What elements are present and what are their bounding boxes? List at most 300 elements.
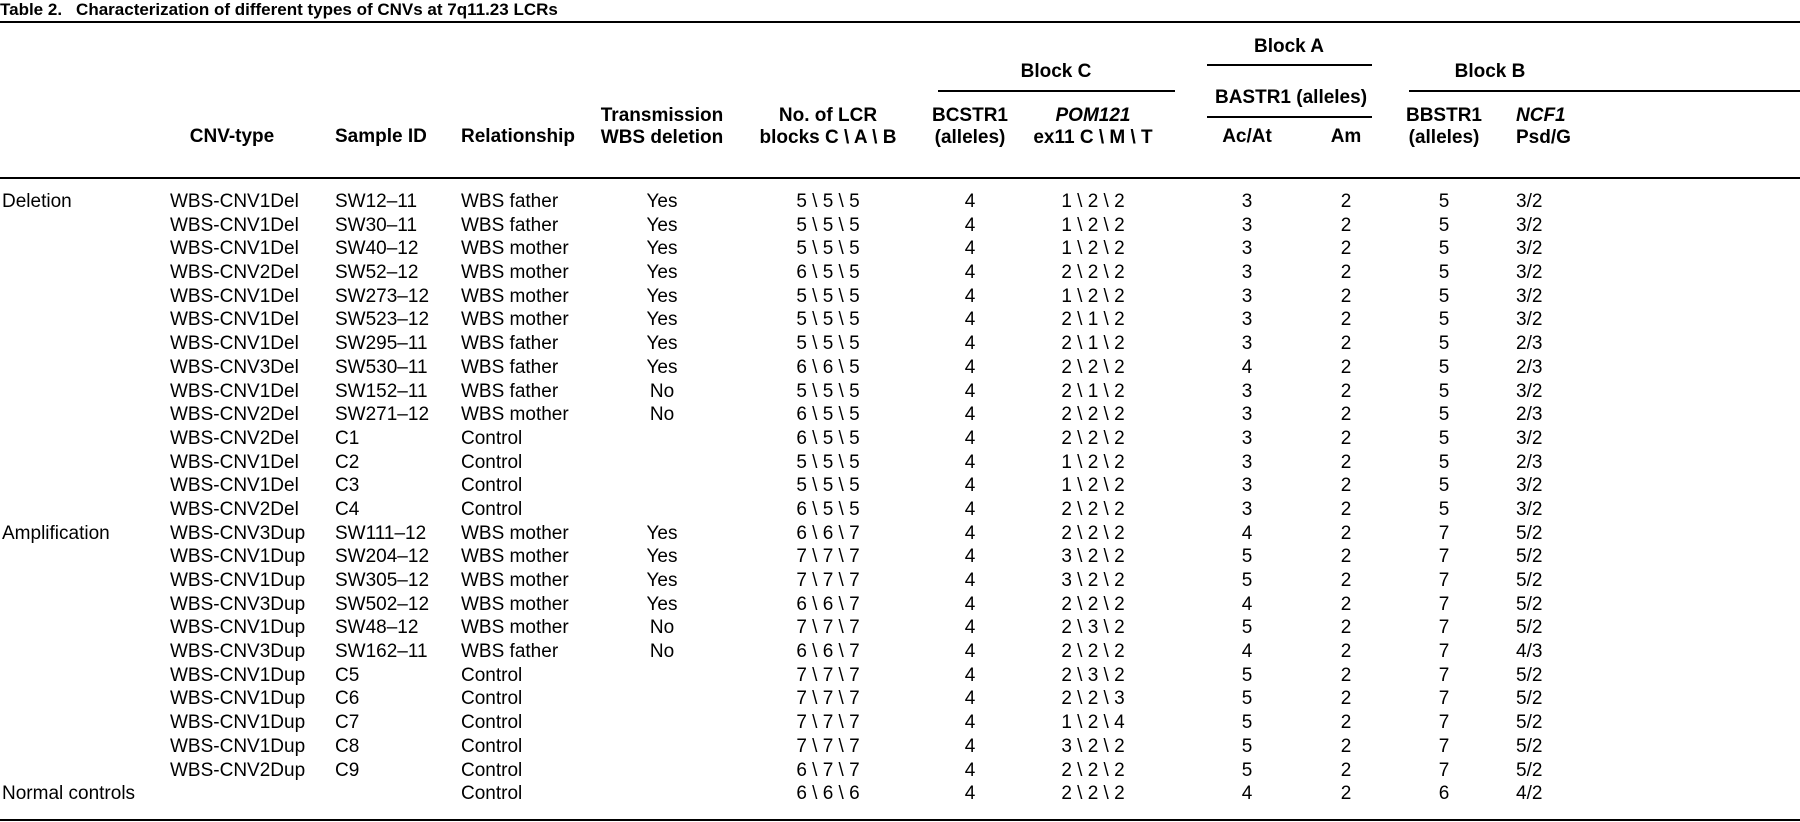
- lcr-blocks-cell: 6 \ 6 \ 6: [796, 783, 860, 805]
- group-header-block-b: Block B: [1454, 61, 1526, 82]
- relationship-cell: Control: [461, 498, 523, 520]
- bbstr1-cell: 5: [1438, 262, 1450, 284]
- bcstr1-cell: 4: [964, 641, 976, 663]
- lcr-blocks-cell: 6 \ 5 \ 5: [796, 427, 860, 449]
- acat-cell: 3: [1241, 404, 1253, 426]
- pom121-cell: 2 \ 2 \ 2: [1061, 593, 1125, 615]
- cnv-type-cell: WBS-CNV1Dup: [170, 688, 306, 710]
- pom121-cell: 2 \ 1 \ 2: [1061, 333, 1125, 355]
- acat-cell: 5: [1241, 617, 1253, 639]
- cnv-type-cell: WBS-CNV1Dup: [170, 664, 306, 686]
- bcstr1-cell: 4: [964, 688, 976, 710]
- relationship-cell: Control: [461, 712, 523, 734]
- relationship-cell: WBS father: [461, 380, 559, 402]
- lcr-blocks-cell: 5 \ 5 \ 5: [796, 333, 860, 355]
- cnv-type-cell: WBS-CNV2Del: [170, 262, 299, 284]
- bcstr1-cell: 4: [964, 262, 976, 284]
- table-row: [0, 214, 1800, 238]
- lcr-blocks-cell: 7 \ 7 \ 7: [796, 735, 860, 757]
- table-row: [0, 356, 1800, 380]
- acat-cell: 3: [1241, 427, 1253, 449]
- bbstr1-cell: 5: [1438, 451, 1450, 473]
- sample-id-cell: SW295–11: [335, 333, 428, 355]
- col-header-bbstr1-line2: (alleles): [1408, 127, 1480, 148]
- ncf1-cell: 3/2: [1516, 262, 1543, 284]
- acat-cell: 3: [1241, 498, 1253, 520]
- relationship-cell: WBS father: [461, 333, 559, 355]
- table-row: [0, 593, 1800, 617]
- transmission-cell: No: [649, 641, 675, 663]
- cnv-type-cell: WBS-CNV2Dup: [170, 759, 306, 781]
- am-cell: 2: [1340, 735, 1352, 757]
- am-cell: 2: [1340, 712, 1352, 734]
- transmission-cell: Yes: [646, 262, 678, 284]
- table-row: [0, 285, 1800, 309]
- relationship-cell: WBS mother: [461, 546, 569, 568]
- am-cell: 2: [1340, 380, 1352, 402]
- relationship-cell: WBS father: [461, 356, 559, 378]
- bbstr1-cell: 5: [1438, 427, 1450, 449]
- pom121-cell: 2 \ 2 \ 2: [1061, 262, 1125, 284]
- col-header-bbstr1-line1: BBSTR1: [1405, 105, 1483, 126]
- cnv-type-cell: WBS-CNV1Del: [170, 285, 299, 307]
- col-header-acat: Ac/At: [1222, 126, 1272, 147]
- pom121-cell: 2 \ 2 \ 2: [1061, 498, 1125, 520]
- bbstr1-cell: 5: [1438, 191, 1450, 212]
- ncf1-cell: 5/2: [1516, 617, 1543, 639]
- sample-id-cell: SW12–11: [335, 191, 418, 212]
- relationship-cell: WBS father: [461, 214, 559, 236]
- acat-cell: 3: [1241, 214, 1253, 236]
- col-header-transmission: [601, 105, 724, 149]
- category-cell: Amplification: [2, 522, 110, 544]
- pom121-cell: 2 \ 3 \ 2: [1061, 617, 1125, 639]
- bcstr1-cell: 4: [964, 617, 976, 639]
- am-cell: 2: [1340, 451, 1352, 473]
- col-header-ncf1-line1: NCF1: [1516, 105, 1566, 126]
- cnv-type-cell: WBS-CNV2Del: [170, 498, 299, 520]
- ncf1-cell: 5/2: [1516, 570, 1543, 591]
- acat-cell: 5: [1241, 759, 1253, 781]
- am-cell: 2: [1340, 498, 1352, 520]
- relationship-cell: WBS mother: [461, 570, 569, 591]
- am-cell: 2: [1340, 783, 1352, 805]
- lcr-blocks-cell: 5 \ 5 \ 5: [796, 285, 860, 307]
- acat-cell: 3: [1241, 451, 1253, 473]
- lcr-blocks-cell: 5 \ 5 \ 5: [796, 309, 860, 331]
- relationship-cell: WBS mother: [461, 262, 569, 284]
- ncf1-cell: 3/2: [1516, 238, 1543, 260]
- cnv-type-cell: WBS-CNV1Dup: [170, 617, 306, 639]
- lcr-blocks-cell: 5 \ 5 \ 5: [796, 238, 860, 260]
- bottom-rule: [0, 819, 1800, 821]
- ncf1-cell: 4/3: [1516, 641, 1543, 663]
- col-header-transmission-line1: Transmission: [600, 105, 724, 126]
- group-header-block-c: Block C: [1020, 61, 1092, 82]
- ncf1-cell: 3/2: [1516, 285, 1543, 307]
- pom121-cell: 2 \ 1 \ 2: [1061, 309, 1125, 331]
- ncf1-cell: 5/2: [1516, 664, 1543, 686]
- am-cell: 2: [1340, 404, 1352, 426]
- acat-cell: 4: [1241, 356, 1253, 378]
- ncf1-cell: 2/3: [1516, 356, 1543, 378]
- sample-id-cell: C2: [335, 451, 360, 473]
- block-a-underline: [1207, 64, 1372, 66]
- pom121-cell: 1 \ 2 \ 2: [1061, 475, 1125, 497]
- bbstr1-cell: 5: [1438, 333, 1450, 355]
- table-row: [0, 640, 1800, 664]
- bbstr1-cell: 7: [1438, 617, 1450, 639]
- ncf1-cell: 5/2: [1516, 522, 1543, 544]
- cnv-type-cell: WBS-CNV1Dup: [170, 546, 306, 568]
- ncf1-cell: 5/2: [1516, 593, 1543, 615]
- acat-cell: 4: [1241, 593, 1253, 615]
- pom121-cell: 1 \ 2 \ 2: [1061, 191, 1125, 212]
- transmission-cell: Yes: [646, 356, 678, 378]
- transmission-cell: Yes: [646, 285, 678, 307]
- acat-cell: 5: [1241, 664, 1253, 686]
- acat-cell: 3: [1241, 285, 1253, 307]
- table-row: [0, 427, 1800, 451]
- lcr-blocks-cell: 6 \ 6 \ 7: [796, 522, 860, 544]
- lcr-blocks-cell: 7 \ 7 \ 7: [796, 664, 860, 686]
- bbstr1-cell: 7: [1438, 522, 1450, 544]
- col-header-lcr-blocks: [760, 105, 897, 149]
- relationship-cell: WBS mother: [461, 238, 569, 260]
- acat-cell: 5: [1241, 546, 1253, 568]
- bbstr1-cell: 6: [1438, 783, 1450, 805]
- ncf1-cell: 2/3: [1516, 451, 1543, 473]
- pom121-cell: 2 \ 2 \ 2: [1061, 427, 1125, 449]
- lcr-blocks-cell: 6 \ 7 \ 7: [796, 759, 860, 781]
- col-header-cnv-type: CNV-type: [189, 126, 275, 147]
- table-label: Table 2.: [0, 0, 63, 19]
- block-c-underline: [938, 90, 1175, 92]
- ncf1-cell: 2/3: [1516, 333, 1543, 355]
- cnv-type-cell: WBS-CNV1Dup: [170, 735, 306, 757]
- cnv-type-cell: WBS-CNV3Dup: [170, 641, 306, 663]
- relationship-cell: WBS mother: [461, 309, 569, 331]
- transmission-cell: Yes: [646, 593, 678, 615]
- lcr-blocks-cell: 7 \ 7 \ 7: [796, 688, 860, 710]
- bcstr1-cell: 4: [964, 451, 976, 473]
- sample-id-cell: SW271–12: [335, 404, 430, 426]
- table-row: [0, 616, 1800, 640]
- am-cell: 2: [1340, 191, 1352, 212]
- bbstr1-cell: 5: [1438, 356, 1450, 378]
- table-row: [0, 474, 1800, 498]
- bcstr1-cell: 4: [964, 427, 976, 449]
- acat-cell: 5: [1241, 570, 1253, 591]
- pom121-cell: 2 \ 2 \ 2: [1061, 522, 1125, 544]
- relationship-cell: WBS father: [461, 641, 559, 663]
- sample-id-cell: C8: [335, 735, 360, 757]
- relationship-cell: Control: [461, 451, 523, 473]
- col-header-sample-id: Sample ID: [335, 126, 427, 147]
- ncf1-cell: 3/2: [1516, 498, 1543, 520]
- sample-id-cell: SW162–11: [335, 641, 428, 663]
- col-header-lcr-line1: No. of LCR: [778, 105, 878, 126]
- table-row: [0, 759, 1800, 783]
- bcstr1-cell: 4: [964, 546, 976, 568]
- transmission-cell: No: [649, 404, 675, 426]
- cnv-type-cell: WBS-CNV1Del: [170, 380, 299, 402]
- bcstr1-cell: 4: [964, 404, 976, 426]
- relationship-cell: Control: [461, 427, 523, 449]
- relationship-cell: WBS mother: [461, 522, 569, 544]
- cnv-type-cell: WBS-CNV3Del: [170, 356, 299, 378]
- bcstr1-cell: 4: [964, 356, 976, 378]
- category-cell: Normal controls: [2, 783, 136, 805]
- cnv-type-cell: WBS-CNV2Del: [170, 427, 299, 449]
- lcr-blocks-cell: 7 \ 7 \ 7: [796, 617, 860, 639]
- acat-cell: 3: [1241, 191, 1253, 212]
- sample-id-cell: C9: [335, 759, 360, 781]
- table-row: [0, 782, 1800, 806]
- relationship-cell: Control: [461, 688, 523, 710]
- am-cell: 2: [1340, 759, 1352, 781]
- transmission-cell: No: [649, 380, 675, 402]
- pom121-cell: 2 \ 2 \ 2: [1061, 783, 1125, 805]
- pom121-cell: 2 \ 2 \ 2: [1061, 404, 1125, 426]
- acat-cell: 3: [1241, 238, 1253, 260]
- lcr-blocks-cell: 6 \ 6 \ 5: [796, 356, 860, 378]
- bbstr1-cell: 7: [1438, 759, 1450, 781]
- transmission-cell: Yes: [646, 191, 678, 212]
- block-b-underline: [1409, 90, 1800, 92]
- ncf1-cell: 3/2: [1516, 309, 1543, 331]
- bcstr1-cell: 4: [964, 333, 976, 355]
- cnv-type-cell: WBS-CNV1Del: [170, 238, 299, 260]
- sample-id-cell: SW502–12: [335, 593, 430, 615]
- table-title: Characterization of different types of CNVs at 7q11.23 LCRs: [76, 0, 558, 19]
- transmission-cell: Yes: [646, 309, 678, 331]
- relationship-cell: Control: [461, 759, 523, 781]
- bbstr1-cell: 7: [1438, 570, 1450, 591]
- table-row: [0, 332, 1800, 356]
- lcr-blocks-cell: 5 \ 5 \ 5: [796, 451, 860, 473]
- pom121-cell: 2 \ 2 \ 3: [1061, 688, 1125, 710]
- table-row: [0, 664, 1800, 688]
- acat-cell: 3: [1241, 475, 1253, 497]
- pom121-cell: 3 \ 2 \ 2: [1061, 570, 1125, 591]
- lcr-blocks-cell: 7 \ 7 \ 7: [796, 546, 860, 568]
- relationship-cell: Control: [461, 664, 523, 686]
- bbstr1-cell: 5: [1438, 404, 1450, 426]
- bbstr1-cell: 7: [1438, 688, 1450, 710]
- pom121-cell: 2 \ 1 \ 2: [1061, 380, 1125, 402]
- bcstr1-cell: 4: [964, 759, 976, 781]
- acat-cell: 3: [1241, 262, 1253, 284]
- relationship-cell: Control: [461, 783, 523, 805]
- acat-cell: 5: [1241, 712, 1253, 734]
- sample-id-cell: C1: [335, 427, 360, 449]
- lcr-blocks-cell: 5 \ 5 \ 5: [796, 380, 860, 402]
- col-header-bcstr1-line1: BCSTR1: [931, 105, 1009, 126]
- col-header-bcstr1-line2: (alleles): [934, 127, 1006, 148]
- col-header-pom121-line2: ex11 C \ M \ T: [1033, 127, 1153, 148]
- table-row: [0, 498, 1800, 522]
- bcstr1-cell: 4: [964, 664, 976, 686]
- table-row: [0, 190, 1800, 214]
- col-header-bcstr1: [932, 105, 1008, 149]
- col-header-transmission-line2: WBS deletion: [600, 127, 724, 148]
- ncf1-cell: 2/3: [1516, 404, 1543, 426]
- sample-id-cell: SW111–12: [335, 522, 427, 544]
- cnv-type-cell: WBS-CNV3Dup: [170, 522, 306, 544]
- sample-id-cell: C6: [335, 688, 360, 710]
- col-header-bbstr1: [1406, 105, 1482, 149]
- bcstr1-cell: 4: [964, 380, 976, 402]
- table-row: [0, 261, 1800, 285]
- lcr-blocks-cell: 7 \ 7 \ 7: [796, 570, 860, 591]
- ncf1-cell: 3/2: [1516, 427, 1543, 449]
- am-cell: 2: [1340, 427, 1352, 449]
- am-cell: 2: [1340, 522, 1352, 544]
- pom121-cell: 1 \ 2 \ 2: [1061, 285, 1125, 307]
- sample-id-cell: SW273–12: [335, 285, 430, 307]
- table-row: [0, 711, 1800, 735]
- pom121-cell: 3 \ 2 \ 2: [1061, 735, 1125, 757]
- lcr-blocks-cell: 6 \ 5 \ 5: [796, 404, 860, 426]
- am-cell: 2: [1340, 593, 1352, 615]
- transmission-cell: Yes: [646, 238, 678, 260]
- am-cell: 2: [1340, 262, 1352, 284]
- cnv-type-cell: WBS-CNV1Dup: [170, 570, 306, 591]
- ncf1-cell: 5/2: [1516, 759, 1543, 781]
- am-cell: 2: [1340, 309, 1352, 331]
- lcr-blocks-cell: 6 \ 5 \ 5: [796, 262, 860, 284]
- cnv-type-cell: WBS-CNV1Del: [170, 451, 299, 473]
- sample-id-cell: SW523–12: [335, 309, 430, 331]
- relationship-cell: WBS mother: [461, 285, 569, 307]
- sample-id-cell: SW204–12: [335, 546, 430, 568]
- ncf1-cell: 5/2: [1516, 688, 1543, 710]
- lcr-blocks-cell: 5 \ 5 \ 5: [796, 475, 860, 497]
- lcr-blocks-cell: 6 \ 5 \ 5: [796, 498, 860, 520]
- table-row: [0, 569, 1800, 593]
- col-header-lcr-line2: blocks C \ A \ B: [759, 127, 897, 148]
- table-row: [0, 545, 1800, 569]
- table-row: [0, 403, 1800, 427]
- relationship-cell: WBS mother: [461, 593, 569, 615]
- ncf1-cell: 3/2: [1516, 214, 1543, 236]
- table-row: [0, 380, 1800, 404]
- bbstr1-cell: 5: [1438, 309, 1450, 331]
- table-row: [0, 687, 1800, 711]
- transmission-cell: Yes: [646, 214, 678, 236]
- relationship-cell: WBS father: [461, 191, 559, 212]
- am-cell: 2: [1340, 641, 1352, 663]
- bbstr1-cell: 7: [1438, 546, 1450, 568]
- am-cell: 2: [1340, 617, 1352, 639]
- bcstr1-cell: 4: [964, 735, 976, 757]
- cnv-type-cell: WBS-CNV2Del: [170, 404, 299, 426]
- acat-cell: 3: [1241, 309, 1253, 331]
- table-body: [0, 190, 1800, 806]
- bbstr1-cell: 7: [1438, 712, 1450, 734]
- am-cell: 2: [1340, 475, 1352, 497]
- bcstr1-cell: 4: [964, 498, 976, 520]
- pom121-cell: 2 \ 2 \ 2: [1061, 356, 1125, 378]
- bastr1-underline: [1207, 116, 1372, 118]
- transmission-cell: Yes: [646, 546, 678, 568]
- sample-id-cell: C4: [335, 498, 360, 520]
- sample-id-cell: C7: [335, 712, 360, 734]
- sample-id-cell: SW152–11: [335, 380, 428, 402]
- bbstr1-cell: 5: [1438, 285, 1450, 307]
- col-header-pom121: [1033, 105, 1152, 149]
- pom121-cell: 1 \ 2 \ 2: [1061, 451, 1125, 473]
- col-header-ncf1: [1516, 105, 1571, 149]
- acat-cell: 4: [1241, 522, 1253, 544]
- col-header-am: Am: [1330, 126, 1362, 147]
- cnv-type-cell: WBS-CNV3Dup: [170, 593, 306, 615]
- bcstr1-cell: 4: [964, 570, 976, 591]
- lcr-blocks-cell: 5 \ 5 \ 5: [796, 191, 860, 212]
- sample-id-cell: SW30–11: [335, 214, 418, 236]
- bbstr1-cell: 7: [1438, 735, 1450, 757]
- am-cell: 2: [1340, 333, 1352, 355]
- ncf1-cell: 5/2: [1516, 712, 1543, 734]
- am-cell: 2: [1340, 546, 1352, 568]
- sample-id-cell: SW48–12: [335, 617, 419, 639]
- lcr-blocks-cell: 6 \ 6 \ 7: [796, 593, 860, 615]
- bcstr1-cell: 4: [964, 285, 976, 307]
- group-header-bastr1: BASTR1 (alleles): [1214, 87, 1368, 108]
- bbstr1-cell: 5: [1438, 214, 1450, 236]
- sample-id-cell: C3: [335, 475, 360, 497]
- am-cell: 2: [1340, 356, 1352, 378]
- pom121-cell: 2 \ 3 \ 2: [1061, 664, 1125, 686]
- sample-id-cell: SW305–12: [335, 570, 430, 591]
- transmission-cell: Yes: [646, 570, 678, 591]
- am-cell: 2: [1340, 688, 1352, 710]
- col-header-pom121-line1: POM121: [1055, 105, 1131, 126]
- acat-cell: 4: [1241, 783, 1253, 805]
- lcr-blocks-cell: 7 \ 7 \ 7: [796, 712, 860, 734]
- bcstr1-cell: 4: [964, 712, 976, 734]
- pom121-cell: 3 \ 2 \ 2: [1061, 546, 1125, 568]
- am-cell: 2: [1340, 214, 1352, 236]
- acat-cell: 4: [1241, 641, 1253, 663]
- bcstr1-cell: 4: [964, 783, 976, 805]
- bbstr1-cell: 5: [1438, 498, 1450, 520]
- bbstr1-cell: 5: [1438, 238, 1450, 260]
- lcr-blocks-cell: 5 \ 5 \ 5: [796, 214, 860, 236]
- ncf1-cell: 3/2: [1516, 191, 1543, 212]
- cnv-type-cell: WBS-CNV1Del: [170, 333, 299, 355]
- table-caption: [0, 0, 558, 20]
- am-cell: 2: [1340, 664, 1352, 686]
- relationship-cell: Control: [461, 735, 523, 757]
- bcstr1-cell: 4: [964, 214, 976, 236]
- sample-id-cell: SW40–12: [335, 238, 419, 260]
- bbstr1-cell: 7: [1438, 641, 1450, 663]
- cnv-type-cell: WBS-CNV1Del: [170, 214, 299, 236]
- ncf1-cell: 5/2: [1516, 735, 1543, 757]
- category-cell: Deletion: [2, 191, 72, 212]
- bcstr1-cell: 4: [964, 191, 976, 212]
- am-cell: 2: [1340, 285, 1352, 307]
- relationship-cell: Control: [461, 475, 523, 497]
- ncf1-cell: 4/2: [1516, 783, 1543, 805]
- transmission-cell: Yes: [646, 333, 678, 355]
- cnv-type-cell: WBS-CNV1Del: [170, 475, 299, 497]
- transmission-cell: Yes: [646, 522, 678, 544]
- ncf1-cell: 3/2: [1516, 475, 1543, 497]
- group-header-block-a: Block A: [1253, 36, 1325, 57]
